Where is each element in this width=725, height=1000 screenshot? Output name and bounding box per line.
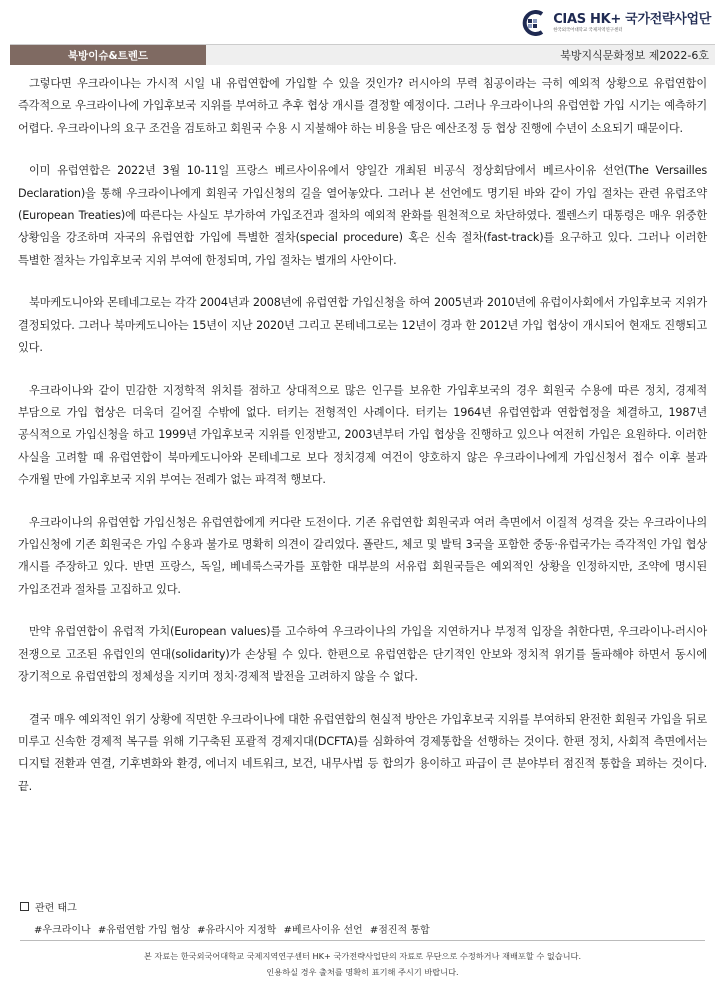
tag-item[interactable]: #유라시아 지정학 [197, 925, 277, 936]
tag-item[interactable]: #점진적 통합 [369, 925, 430, 936]
footer-line-2: 인용하실 경우 출처를 명확히 표기해 주시기 바랍니다. [266, 967, 459, 977]
checkbox-square-icon [20, 902, 29, 911]
paragraph: 그렇다면 우크라이나는 가시적 시일 내 유럽연합에 가입할 수 있을 것인가? 러시아의 무력 침공이라는 극히 예외적 상황으로 유럽연합이 즉각적으로 우크라이나에 가입후보국 지위를 부여하고 추후 협상 개시를 결정할 예정이다. 그러나 우크라이나의 유럽연합 가입 시기는 예측하기 어렵다. 우크라이나의 요구 조건을 검토하고 회원국 수용 시 지불해야 하는 비용을 담은 예산조정 등 협상 진행에 수년이 소요되기 때문이다. [18, 77, 707, 135]
tag-item[interactable]: #우크라이나 [34, 925, 91, 936]
footer-divider [20, 940, 705, 941]
paragraph: 우크라이나와 같이 민감한 지정학적 위치를 점하고 상대적으로 많은 인구를 보유한 가입후보국의 경우 회원국 수용에 따른 정치, 경제적 부담으로 가입 협상은 더욱더 길어질 수밖에 없다. 터키는 전형적인 사례이다. 터키는 1964년 유럽연합과 연합협정을 체결하고, 1987년 공식적으로 가입신청을 하고 1999년 가입후보국 지위를 인정받고, 2003년부터 가입 협상을 진행하고 있으나 여전히 가입은 요원하다. 이러한 사실을 고려할 때 유럽연합이 북마케도니아와 몬테네그로 보다 정치경제 여건이 양호하지 않은 우크라이나에게 가입신청서 접수 이후 불과 수개월 만에 가입후보국 지위 부여는 전례가 없는 파격적 행보다. [18, 383, 707, 486]
cias-logo-icon [520, 10, 550, 36]
footer-notice [0, 948, 725, 980]
logo-text: CIAS HK+ 국가전략사업단 [553, 11, 711, 27]
paragraph: 이미 유럽연합은 2022년 3월 10-11일 프랑스 베르사이유에서 양일간 개최된 비공식 정상회담에서 베르사이유 선언(The Versailles Declaration)을 통해 우크라이나에게 회원국 가입신청의 길을 열어놓았다. 그러나 본 선언에도 명기된 바와 같이 가입 절차는 관련 유럽조약(European Treaties)에 따른다는 사실도 부가하여 가입조건과 절차의 예외적 완화를 원천적으로 차단하였다. 젤렌스키 대통령은 매우 위중한 상황임을 강조하며 자국의 유럽연합 가입에 특별한 절차(special procedure) 혹은 신속 절차(fast-track)를 요구하고 있다. 그러나 이러한 특별한 절차는 가입후보국 지위 부여에 한정되며, 가입 절차는 별개의 사안이다. [18, 164, 707, 267]
header-band [10, 44, 715, 65]
tag-item[interactable]: #유럽연합 가입 협상 [97, 925, 190, 936]
related-tags [20, 899, 434, 936]
tags-heading: 관련 태그 [35, 903, 77, 914]
paragraph: 만약 유럽연합이 유럽적 가치(European values)를 고수하여 우크라이나의 가입을 지연하거나 부정적 입장을 취한다면, 우크라이나-러시아 전쟁으로 고조된 유럽인의 연대(solidarity)가 손상될 수 있다. 한편으로 유럽연합은 단기적인 안보와 정치적 위기를 돌파해야 하면서 동시에 장기적으로 유럽연합의 정체성을 지키며 정치·경제적 발전을 고려하지 않을 수 없다. [18, 625, 707, 684]
footer-line-1: 본 자료는 한국외국어대학교 국제지역연구센터 HK+ 국가전략사업단의 자료로 무단으로 수정하거나 재배포할 수 없습니다. [143, 951, 582, 961]
paragraph: 북마케도니아와 몬테네그로는 각각 2004년과 2008년에 유럽연합 가입신청을 하여 2005년과 2010년에 유럽이사회에서 가입후보국 지위가 결정되었다. 그러나 북마케도니아는 15년이 지난 2020년 그리고 몬테네그로는 12년이 경과 한 2012년 가입 협상이 개시되어 현재도 진행되고 있다. [18, 296, 707, 354]
section-label: 북방이슈&트렌드 [10, 45, 206, 65]
tag-item[interactable]: #베르사이유 선언 [283, 925, 363, 936]
logo-subtitle: 한국외국어대학교 국제지역연구센터 [553, 27, 623, 33]
paragraph: 우크라이나의 유럽연합 가입신청은 유럽연합에게 커다란 도전이다. 기존 유럽연합 회원국과 여러 측면에서 이질적 성격을 갖는 우크라이나의 가입신청에 기존 회원국은 가입 수용과 불가로 명확히 의견이 갈리었다. 폴란드, 체코 및 발틱 3국을 포함한 중동·유럽국가는 즉각적인 가입 협상 개시를 주장하고 있다. 반면 프랑스, 독일, 베네룩스국가를 포함한 대부분의 서유럽 회원국들은 예외적인 상황을 인정하지만, 조약에 명시된 가입조건과 절차를 고집하고 있다. [18, 515, 707, 596]
article-body [18, 73, 707, 819]
tag-list [34, 921, 434, 936]
cias-logo [520, 10, 711, 36]
issue-number: 북방지식문화정보 제2022-6호 [560, 49, 709, 62]
paragraph: 결국 매우 예외적인 위기 상황에 직면한 우크라이나에 대한 유럽연합의 현실적 방안은 가입후보국 지위를 부여하되 완전한 회원국 가입을 뒤로 미루고 신속한 경제적 복구를 위해 기구축된 포괄적 경제지대(DCFTA)를 심화하여 경제통합을 선행하는 것이다. 한편 정치, 사회적 측면에서는 디지털 전환과 연결, 기후변화와 환경, 에너지 네트워크, 보건, 내무사법 등 합의가 용이하고 파급이 큰 분야부터 점진적 통합을 꾀하는 것이다. 끝. [18, 712, 707, 793]
